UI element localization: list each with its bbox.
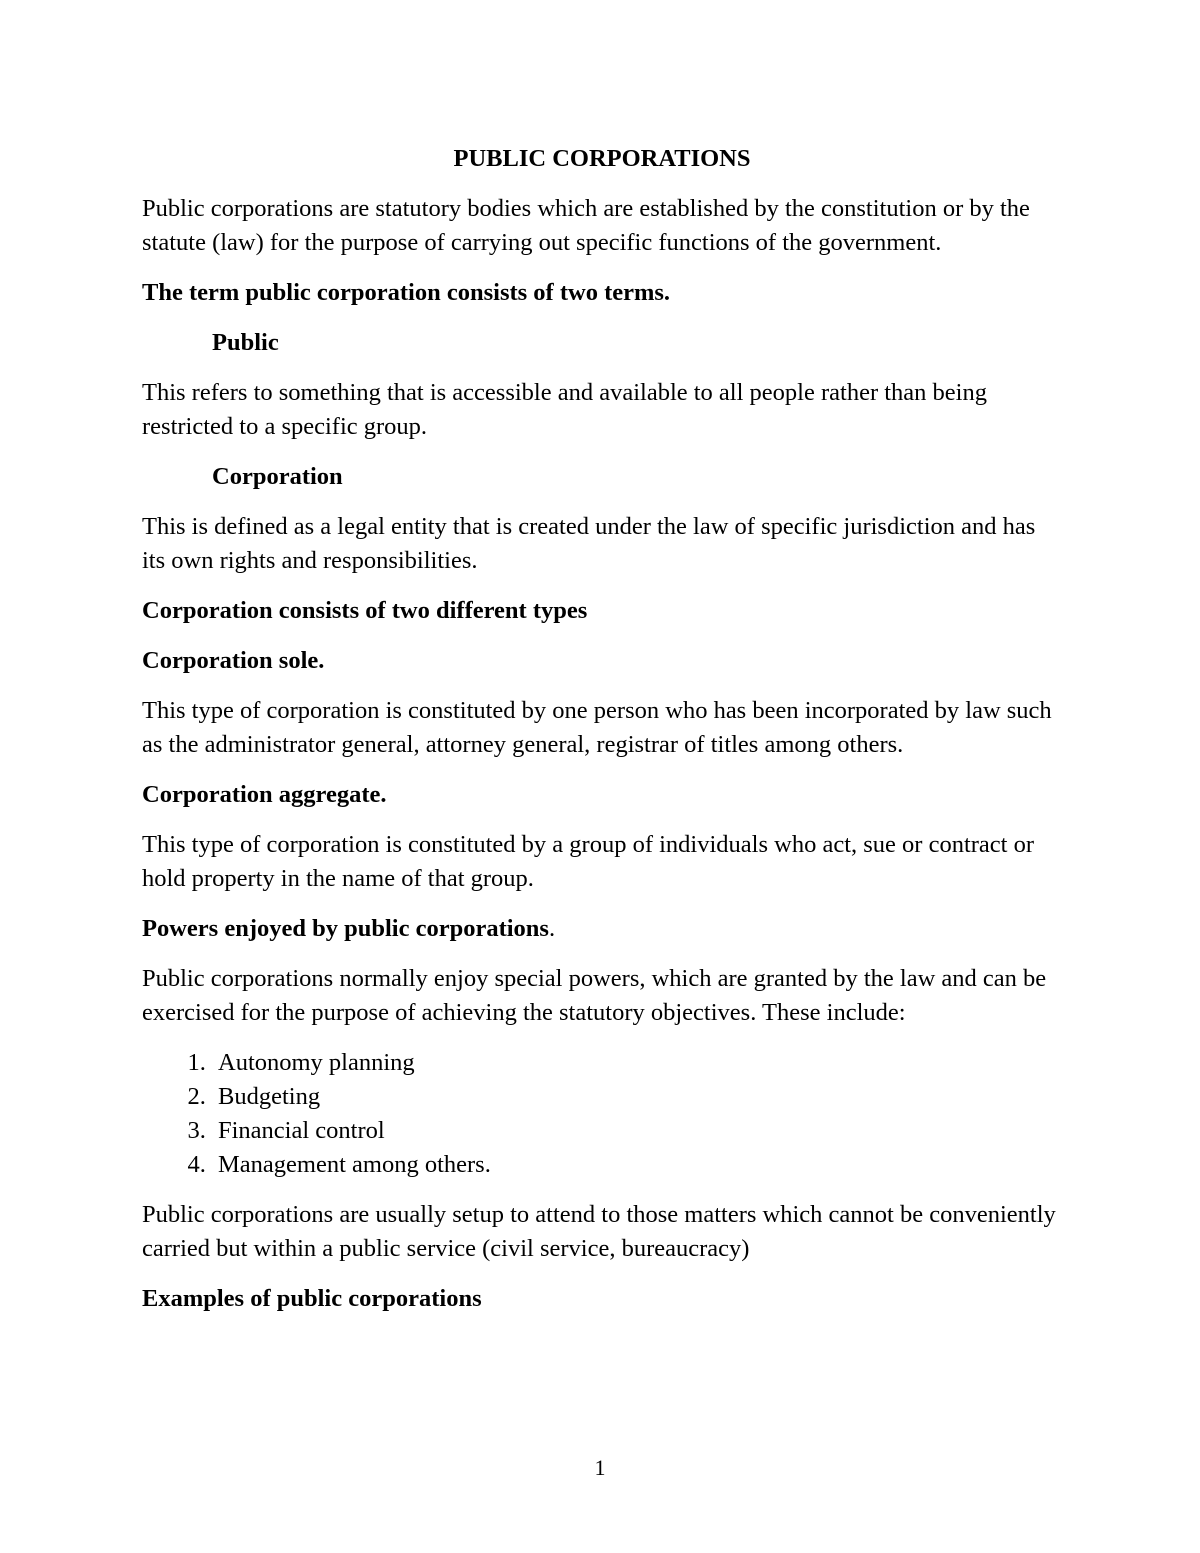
page-number: 1 (594, 1455, 606, 1480)
sole-heading: Corporation sole. (142, 647, 325, 674)
list-item: 1. Autonomy planning (212, 1046, 1062, 1080)
powers-heading-line (142, 912, 1062, 946)
powers-list (142, 1046, 1062, 1182)
list-item: 3. Financial control (212, 1114, 1062, 1148)
document-body (142, 142, 1062, 1332)
list-item: 4. Management among others. (212, 1148, 1062, 1182)
intro-paragraph: Public corporations are statutory bodies which are established by the constitution or by the statute (law) for the purpose of carrying out specific functions of the government. (142, 195, 1030, 256)
public-paragraph: This refers to something that is accessible and available to all people rather than being restricted to a specific group. (142, 379, 987, 440)
powers-heading: Powers enjoyed by public corporations (142, 915, 549, 942)
document-title: PUBLIC CORPORATIONS (453, 145, 751, 172)
corporation-paragraph: This is defined as a legal entity that is created under the law of specific jurisdiction and has its own rights and responsibilities. (142, 513, 1036, 574)
powers-heading-suffix: . (548, 915, 556, 942)
corporation-heading: Corporation (212, 463, 343, 490)
examples-heading: Examples of public corporations (142, 1285, 482, 1312)
aggregate-paragraph: This type of corporation is constituted by a group of individuals who act, sue or contract or hold property in the name of that group. (142, 831, 1035, 892)
sole-paragraph: This type of corporation is constituted by one person who has been incorporated by law such as the administrator general, attorney general, registrar of titles among others. (142, 697, 1052, 758)
public-heading: Public (212, 329, 279, 356)
setup-paragraph: Public corporations are usually setup to attend to those matters which cannot be conveniently carried but within a public service (civil service, bureaucracy) (142, 1201, 1056, 1262)
types-heading: Corporation consists of two different types (142, 597, 588, 624)
list-item: 2. Budgeting (212, 1080, 1062, 1114)
aggregate-heading: Corporation aggregate. (142, 781, 387, 808)
terms-heading: The term public corporation consists of two terms. (142, 279, 671, 306)
powers-paragraph: Public corporations normally enjoy special powers, which are granted by the law and can be exercised for the purpose of achieving the statutory objectives. These include: (142, 965, 1047, 1026)
